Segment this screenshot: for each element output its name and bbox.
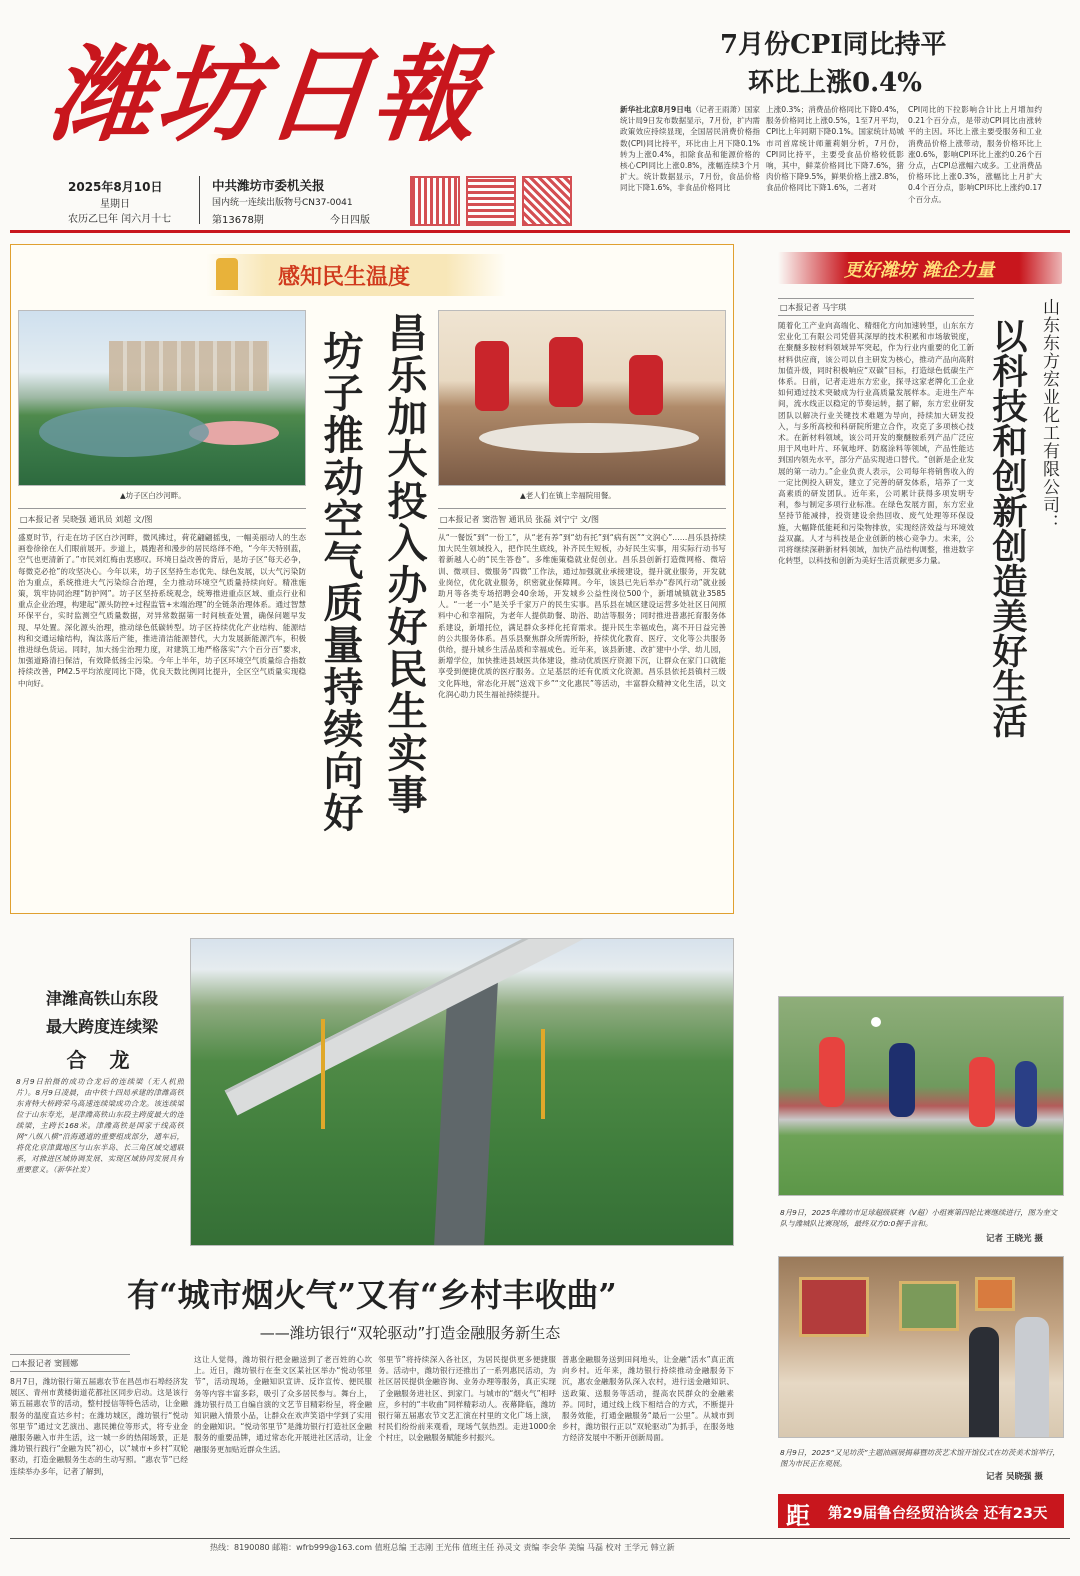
dongfang-subtitle: 山东东方宏业化工有限公司： (1039, 298, 1059, 532)
masthead-pages: 今日四版 (330, 215, 370, 226)
headline-air: 坊子推动空气质量持续向好 (317, 330, 364, 834)
photo-art-exhibition (778, 1256, 1064, 1438)
photo-elderly-dining (438, 310, 726, 486)
photo-caption: 8月9日，2025年潍坊市足球超级联赛（V超）小组赛第四轮比赛继续进行，图为奎文队与潍城队比赛现场，最终双方0:0握手言和。 (780, 1208, 1058, 1228)
footer-text: 热线：8190080 邮箱：wfrb999@163.com 值班总编 王志刚 王光伟 值班主任 孙灵文 责编 李会华 美编 马磊 校对 王学元 韩立新 (210, 1543, 675, 1552)
photo-caption: ▲老人们在镇上幸福院用餐。 (520, 491, 616, 500)
photo-soccer-match (778, 996, 1064, 1196)
headline-changle: 昌乐加大投入办好民生实事 (381, 312, 428, 816)
masthead-weekday: 星期日 (100, 199, 130, 210)
qr-code-icon[interactable] (522, 176, 572, 226)
rule (778, 315, 974, 316)
divider-vertical (199, 176, 200, 224)
feature-banner (206, 254, 506, 296)
masthead-logo: 潍坊日報 (43, 33, 489, 156)
rule (778, 298, 974, 299)
rail-text: 8月9日拍摄的成功合龙后的连续梁（无人机照片）。8月9日凌晨，由中铁十四局承建的津潍高铁东青特大桥跨荣乌高速连续梁成功合龙。该连续梁位于山东寿光，是津潍高铁山东段主跨度最大的连续梁，主跨长168米。津潍高铁是国家干线高铁网“八纵八横”沿海通道的重要组成部分，通车后，将优化京津冀地区与山东半岛、长三角区域交通联系，对推进区域协调发展、实现区域协同发展具有重要意义。（新华社发） (16, 1077, 184, 1174)
crane (321, 1019, 325, 1129)
masthead (0, 0, 1080, 236)
crane (541, 1029, 545, 1119)
masthead-issue: 第13678期 (212, 215, 264, 226)
top-story-text: （记者王雨萧）国家统计局9日发布数据显示，7月份，扩内需政策效应持续显现，全国居民消费价格指数(CPI)同比持平，环比由上月下降0.1%转为上涨0.4%，扣除食品和能源价格的核心CPI同比上涨0.8%，涨幅连续3个月扩大。统计数据显示，7月份，食品价格同比下降1.6%，非食品价格同比 (620, 105, 760, 193)
masthead-date: 2025年8月10日 (68, 180, 163, 194)
photo-credit: 记者 吴晓强 摄 (986, 1472, 1043, 1482)
bank-text-col-1: 8月7日，潍坊银行第五届惠农节在昌邑市石埠经济发展区、青州市黄楼街道花都社区同步启动。这是该行第五届惠农节的活动，整村授信等特色活动，让金融服务的温度直达乡村；在潍坊城区，潍坊银行“悦动邻里节”通过文艺演出、惠民摊位等形式，将专业金融服务融入市井生活，这一城一乡的热闹场景，正是潍坊银行践行“金融为民”初心，以“城市+乡村”双轮驱动，打造金融服务生态的生动写照。“惠农节”已经连续举办多年，记者了解到， (10, 1377, 188, 1476)
byline: □本报记者 吴晓强 通讯员 刘超 文/图 (20, 515, 153, 524)
article-text: 盛夏时节，行走在坊子区白沙河畔，微风拂过，荷花翩翩摇曳，一幅美丽动人的生态画卷徐徐在人们眼前展开。步道上，晨跑者和漫步的居民络绎不绝，“今年天特别蓝，空气也更清新了。”市民刘红梅由衷感叹。环境日益改善的背后，是坊子区“每天必争，每微克必抢”的攻坚决心。今年以来，坊子区坚持生态优先、绿色发展，以大气污染防治为重点，系统推进大气污染综合治理，全力推动环境空气质量持续向好。精准施策，筑牢协同治理“防护网”。坊子区坚持系统观念，统筹推进重点区域、重点行业和重点企业治理，构建起“源头防控+过程监管+末端治理”的全链条治理体系。通过智慧环保平台，实时监测空气质量数据，对异常数据第一时间核查处置，确保问题早发现、早处置。深化源头治理，推动绿色低碳转型。坊子区持续优化产业结构、能源结构和交通运输结构，淘汰落后产能，推进清洁能源替代，大力发展新能源汽车，积极推进绿色货运。同时，加大扬尘治理力度，对建筑工地严格落实“六个百分百”要求，加强道路清扫保洁，有效降低扬尘污染。今年上半年，坊子区环境空气质量综合指数持续改善，PM2.5平均浓度同比下降，优良天数比例同比提升，全区空气质量实现稳中向好。 (18, 533, 306, 688)
qr-code-icon[interactable] (410, 176, 460, 226)
photo-credit: 记者 王晓光 摄 (986, 1234, 1043, 1244)
dongfang-banner-text: 更好潍坊 潍企力量 (844, 260, 995, 281)
article-text: 随着化工产业向高端化、精细化方向加速转型，山东东方宏业化工有限公司凭借其深厚的技术积累和市场敏锐度，在聚醚多胺材料领域异军突起，作为行业内重要的化工新材料供应商，该公司以自主研发为核心，推动产品向高附加值升级，同时积极响应“双碳”目标，打造绿色低碳生产体系。日前，记者走进东方宏业，探寻这家老牌化工企业如何通过技术突破成为行业高质量发展样本。走进生产车间，流水线正以稳定的节奏运转，据了解，东方宏业研发团队以解决行业关键技术难题为导向，持续加大研发投入，与多所高校和科研院所建立合作，攻克了多项核心技术。在新材料领域，该公司开发的聚醚胺系列产品广泛应用于风电叶片、环氧地坪、防腐涂料等领域，产品性能达到国内领先水平，部分产品实现进口替代。“创新是企业发展的第一动力。”企业负责人表示，公司每年将销售收入的一定比例投入研发，建立了完善的研发体系，培养了一支高素质的研发团队。近年来，公司累计获得多项发明专利，参与制定多项行业标准。在绿色发展方面，东方宏业坚持节能减排，投资建设余热回收、废气处理等环保设施，大幅降低能耗和污染物排放，实现经济效益与环境效益双赢。人才与科技是企业创新的核心竞争力。未来，公司将继续深耕新材料领域，加快产品结构调整，推进数字化转型，以科技和创新为美好生活贡献更多力量。 (778, 321, 974, 566)
rule (18, 528, 306, 529)
highway (434, 979, 498, 1246)
article-text: 从“一餐饭”到“一份工”，从“老有养”到“幼有托”到“病有医”“文润心”……昌乐县持续加大民生领域投入，把作民生底线，补齐民生短板，办好民生实事，用实际行动书写着新越人心的“民生答卷”。多维施策稳就业促创业。昌乐县创新打造微网格、微培训、微项目、微服务“四微”工作法，通过加强就业承接建设，提升就业服务，开发就业岗位，优化就业服务，织密就业保障网。今年，该县已先后举办“春风行动”就业援助月等各类专场招聘会40余场，开发城乡公益性岗位500个，新增城镇就业3585人。“一老一小”是关乎千家万户的民生实事。昌乐县在城区建设运营多处社区日间照料中心和幸福院，为老年人提供助餐、助浴、助洁等服务；同时推进普惠托育服务体系建设，新增托位，满足群众多样化托育需求。提升民生幸福成色，离不开日益完善的公共服务体系。昌乐县聚焦群众所需所盼，持续优化教育、医疗、文化等公共服务供给，提升城乡生活品质和幸福成色。近年来，该县新建、改扩建中小学、幼儿园，新增学位，加快推进县域医共体建设，推动优质医疗资源下沉，让群众在家门口就能享受到便捷优质的医疗服务。立足基层的还有优质文化资源。昌乐县依托县镇村三级文化阵地，常态化开展“送戏下乡”“文化惠民”等活动，丰富群众精神文化生活，以文化润心助力民生福祉持续提升。 (438, 533, 726, 699)
masthead-cn: 国内统一连续出版物号CN37-0041 (212, 198, 353, 208)
masthead-sponsor: 中共潍坊市委机关报 (212, 178, 325, 193)
expo-banner-text: 第29届鲁台经贸洽谈会 还有23天 (828, 1506, 1048, 1522)
dongfang-banner (778, 252, 1062, 284)
feature-banner-title: 感知民生温度 (278, 264, 411, 290)
tower-icon (216, 258, 238, 290)
bank-text-col-3: 邻里节”将持续深入各社区，为居民提供更多便捷服务。活动中，潍坊银行还推出了一系列惠民活动，为社区居民提供金融咨询、业务办理等服务，真正实现了金融服务进社区、到家门。与城市的“烟火气”相呼应，乡村的“丰收曲”同样精彩动人。夜幕降临，潍坊银行第五届惠农节文艺汇演在村里的文化广场上演，村民们纷纷前来观看，现场气氛热烈。走进1000余个村庄，以金融服务赋能乡村振兴。 (378, 1355, 556, 1443)
byline: □本报记者 马宇琪 (780, 303, 847, 312)
dongfang-headline: 以科技和创新创造美好生活 (987, 318, 1028, 738)
bank-text-col-2: 这让人觉得，潍坊银行把金融送到了老百姓的心坎上。近日，潍坊银行在奎文区某社区举办“悦动邻里节”，活动现场，金融知识宣讲、反诈宣传、便民服务等内容丰富多彩，吸引了众多居民参与。舞台上，潍坊银行员工自编自演的文艺节目精彩纷呈，将金融知识融入情景小品，让群众在欢声笑语中学到了实用的金融知识。“悦动邻里节”是潍坊银行打造社区金融服务的重要品牌，通过常态化开展进社区活动，让金融服务更加贴近群众生活。 (194, 1355, 372, 1454)
top-story-title-1: 7月份CPI同比持平 (720, 30, 947, 60)
top-story-col-2: 上涨0.3%；消费品价格同比下降0.4%，服务价格同比上涨0.5%，1至7月平均，CPI比上年同期下降0.1%。国家统计局城市司首席统计师董莉娟分析，7月份，CPI同比持平，主要受食品价格较低影响，其中，鲜菜价格同比下降7.6%，猪肉价格下降9.5%，鲜果价格上涨2.8%，食品价格同比下降1.6%，二者对 (766, 105, 904, 193)
expo-banner-label: 距 (786, 1501, 810, 1530)
rule (10, 1354, 130, 1355)
rule (18, 508, 306, 509)
rule (438, 508, 726, 509)
byline: □本报记者 窦圆娜 (12, 1359, 79, 1368)
top-story-title-2: 环比上涨0.4% (748, 68, 922, 98)
top-story-dateline: 新华社北京8月9日电 (620, 105, 692, 114)
rail-headline-3: 合 龙 (66, 1048, 138, 1072)
top-story-col-1 (620, 104, 760, 224)
rule (10, 1371, 130, 1372)
masthead-lunar: 农历乙巳年 闰六月十七 (68, 214, 172, 225)
bank-subheadline: ——潍坊银行“双轮驱动”打造金融服务新生态 (259, 1324, 561, 1342)
photo-baisha-river (18, 310, 306, 486)
expo-banner (778, 1494, 1064, 1528)
bank-text-col-4: 普惠金融服务送到田间地头，让金融“活水”真正流向乡村。近年来，潍坊银行持续推动金融服务下沉，惠农金融服务队深入农村，进行送金融知识、送政策、送服务等活动，提高农民群众的金融素养。同时，通过线上线下相结合的方式，不断提升服务效能，打通金融服务“最后一公里”。从城市到乡村，潍坊银行正以“双轮驱动”为抓手，在服务地方经济发展中不断开创新局面。 (562, 1355, 734, 1443)
qr-code-icon[interactable] (466, 176, 516, 226)
top-story-col-3: CPI同比的下拉影响合计比上月增加约0.21个百分点，是带动CPI同比由涨转平的主因。环比上涨主要受服务和工业消费品价格上涨带动，服务价格环比上涨0.6%，影响CPI环比上涨约0.26个百分点，占CPI总涨幅六成多。工业消费品价格环比上涨0.3%，涨幅比上月扩大0.4个百分点，影响CPI环比上涨约0.17个百分点。 (908, 105, 1042, 204)
bank-headline: 有“城市烟火气”又有“乡村丰收曲” (127, 1276, 617, 1314)
photo-high-speed-rail-bridge (190, 938, 734, 1246)
photo-caption: ▲坊子区白沙河畔。 (120, 491, 186, 500)
masthead-rule (10, 230, 1070, 233)
photo-caption: 8月9日，2025“又见坊茨”主题油画展揭幕暨坊茨艺术馆开馆仪式在坊茨美术馆举行，图为市民正在观展。 (780, 1448, 1060, 1468)
byline: □本报记者 窦浩智 通讯员 张磊 刘宁宁 文/图 (440, 515, 599, 524)
rail-headline-2: 最大跨度连续梁 (45, 1017, 158, 1036)
rule (438, 528, 726, 529)
rail-headline-1: 津潍高铁山东段 (45, 989, 158, 1008)
footer-rule (10, 1538, 1070, 1539)
